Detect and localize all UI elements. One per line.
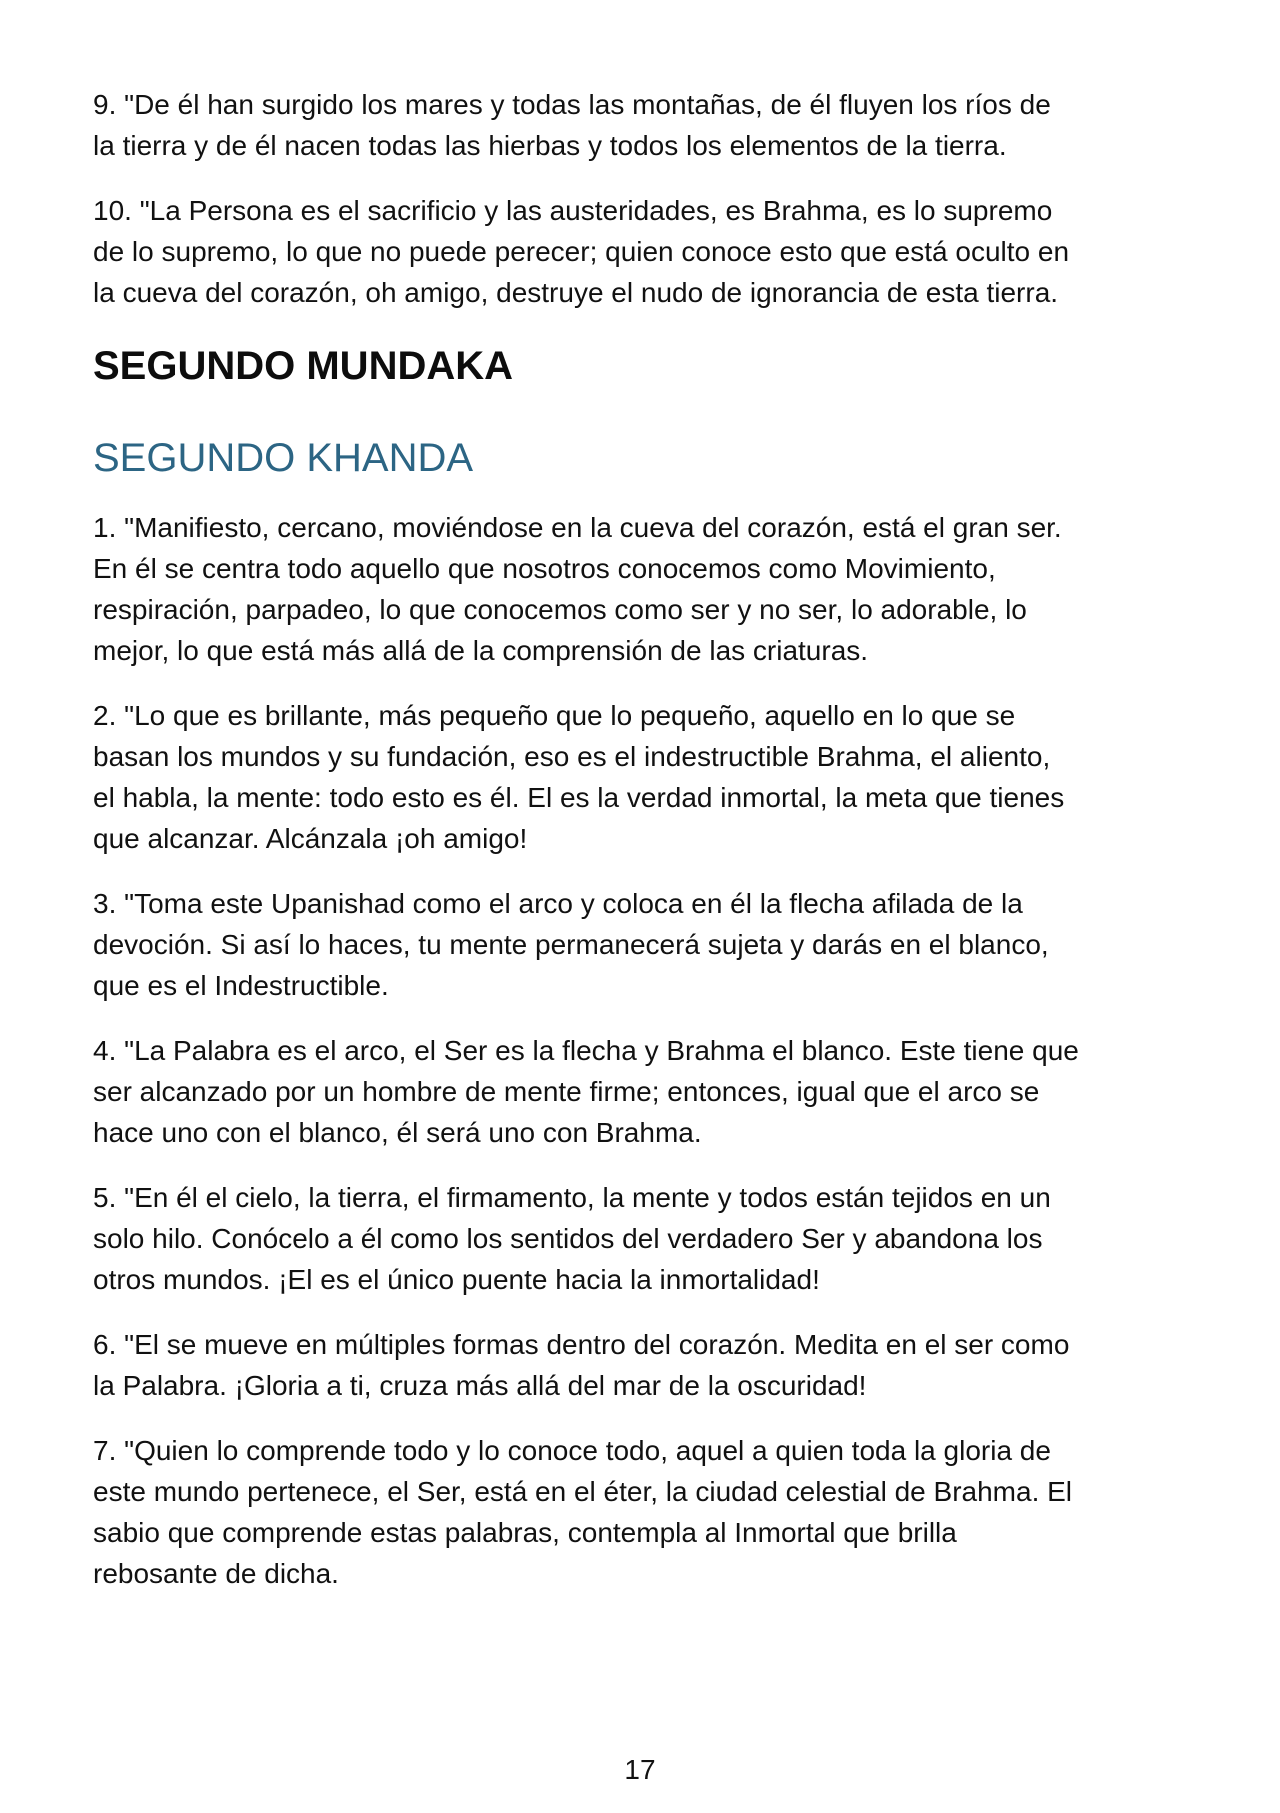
page-number: 17 — [624, 1754, 656, 1785]
verse-2-paragraph: 2. "Lo que es brillante, más pequeño que lo pequeño, aquello en lo que se basan los mundos y su fundación, eso es el indestructible Brahma, el aliento, el habla, la mente: todo esto es él. El es la verdad inmortal, la meta que tienes que alcanzar. Alcánzala ¡oh amigo! — [93, 700, 1065, 854]
verse-4-paragraph: 4. "La Palabra es el arco, el Ser es la flecha y Brahma el blanco. Este tiene que ser alcanzado por un hombre de mente firme; entonces, igual que el arco se hace uno con el blanco, él será uno con Brahma. — [93, 1035, 1079, 1148]
verse-3-paragraph: 3. "Toma este Upanishad como el arco y coloca en él la flecha afilada de la devoción. Si así lo haces, tu mente permanecerá sujeta y darás en el blanco, que es el Indestructible. — [93, 888, 1049, 1001]
verse-9-paragraph: 9. "De él han surgido los mares y todas las montañas, de él fluyen los ríos de la tierra y de él nacen todas las hierbas y todos los elementos de la tierra. — [93, 89, 1051, 161]
verse-7-paragraph: 7. "Quien lo comprende todo y lo conoce todo, aquel a quien toda la gloria de este mundo pertenece, el Ser, está en el éter, la ciudad celestial de Brahma. El sabio que comprende estas palabras, contempla al Inmortal que brilla rebosante de dicha. — [93, 1435, 1073, 1589]
section-heading: SEGUNDO MUNDAKA — [93, 344, 513, 388]
verse-10-paragraph: 10. "La Persona es el sacrificio y las austeridades, es Brahma, es lo supremo de lo supremo, lo que no puede perecer; quien conoce esto que está oculto en la cueva del corazón, oh amigo, destruye el nudo de ignorancia de esta tierra. — [93, 195, 1070, 308]
page-content — [93, 84, 1203, 1618]
verse-6-paragraph: 6. "El se mueve en múltiples formas dentro del corazón. Medita en el ser como la Palabra. ¡Gloria a ti, cruza más allá del mar de la oscuridad! — [93, 1329, 1070, 1401]
verse-1-paragraph: 1. "Manifiesto, cercano, moviéndose en la cueva del corazón, está el gran ser. En él se centra todo aquello que nosotros conocemos como Movimiento, respiración, parpadeo, lo que conocemos como ser y no ser, lo adorable, lo mejor, lo que está más allá de la comprensión de las criaturas. — [93, 512, 1062, 666]
subsection-heading: SEGUNDO KHANDA — [93, 436, 474, 480]
verse-5-paragraph: 5. "En él el cielo, la tierra, el firmamento, la mente y todos están tejidos en un solo hilo. Conócelo a él como los sentidos del verdadero Ser y abandona los otros mundos. ¡El es el único puente hacia la inmortalidad! — [93, 1182, 1051, 1295]
